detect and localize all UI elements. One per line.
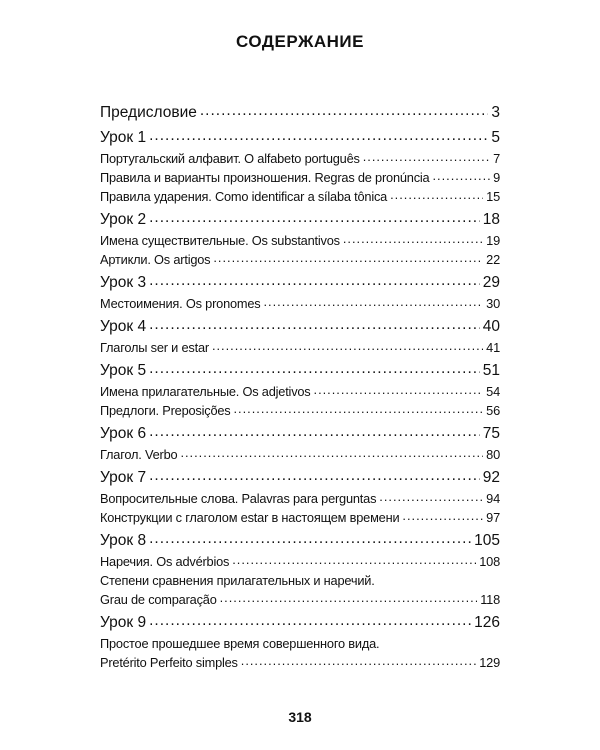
dot-leader (149, 211, 480, 227)
dot-leader (220, 592, 478, 605)
toc-entry-row[interactable] (100, 554, 500, 573)
dot-leader (390, 189, 483, 202)
toc-chapter-row[interactable] (100, 362, 500, 384)
dot-leader (264, 296, 484, 309)
toc-entry-title: Grau de comparação (100, 592, 217, 607)
toc-entry-title: Предисловие (100, 104, 197, 121)
toc-chapter-row[interactable] (100, 104, 500, 126)
dot-leader (232, 554, 476, 567)
dot-leader (241, 655, 476, 668)
dot-leader (149, 129, 488, 145)
dot-leader (213, 252, 483, 265)
toc-entry-row[interactable] (100, 170, 500, 189)
toc-entry-title: Урок 5 (100, 362, 147, 379)
toc-page-number: 75 (482, 425, 500, 442)
toc-page-number: 118 (480, 592, 500, 607)
toc-entry-title: Урок 7 (100, 469, 147, 486)
toc-entry-title: Местоимения. Os pronomes (100, 296, 261, 311)
toc-entry-row[interactable] (100, 573, 500, 592)
toc-page-number: 15 (486, 189, 500, 204)
toc-entry-title: Глагол. Verbo (100, 447, 178, 462)
toc-entry-title: Имена прилагательные. Os adjetivos (100, 384, 311, 399)
toc-page-number: 5 (491, 129, 500, 146)
page-number: 318 (288, 709, 312, 725)
toc-page-number: 54 (486, 384, 500, 399)
toc-chapter-row[interactable] (100, 469, 500, 491)
toc-entry-title: Правила ударения. Como identificar a sílaba tônica (100, 189, 388, 204)
page-title: СОДЕРЖАНИЕ (236, 32, 364, 51)
toc-entry-row[interactable] (100, 296, 500, 315)
toc-page-number: 3 (491, 104, 500, 121)
toc-entry-title: Глаголы ser и estar (100, 340, 209, 355)
toc-entry-row[interactable] (100, 151, 500, 170)
dot-leader (180, 447, 483, 460)
toc-page-number: 51 (482, 362, 500, 379)
dot-leader (212, 340, 483, 353)
toc-page-number: 94 (486, 491, 500, 506)
toc-entry-title: Правила и варианты произношения. Regras de pronúncia (100, 170, 430, 185)
dot-leader (402, 510, 483, 523)
toc-page-number: 29 (482, 274, 500, 291)
toc-entry-title: Урок 2 (100, 211, 147, 228)
toc-entry-title: Урок 1 (100, 129, 147, 146)
toc-chapter-row[interactable] (100, 318, 500, 340)
toc-page-number: 105 (474, 532, 500, 549)
toc-page-number: 129 (479, 655, 500, 670)
toc-entry-title: Вопросительные слова. Palavras para perguntas (100, 491, 377, 506)
toc-entry-title: Степени сравнения прилагательных и наречий. (100, 573, 375, 588)
dot-leader (363, 151, 490, 164)
toc-entry-title: Имена существительные. Os substantivos (100, 233, 340, 248)
dot-leader (149, 362, 480, 378)
dot-leader (149, 532, 471, 548)
toc-entry-row[interactable] (100, 491, 500, 510)
toc-page-number: 97 (486, 510, 500, 525)
toc-page-number: 80 (486, 447, 500, 462)
toc-entry-title: Урок 9 (100, 614, 147, 631)
toc-entry-row[interactable] (100, 655, 500, 674)
toc-entry-row[interactable] (100, 592, 500, 611)
toc-entry-row[interactable] (100, 447, 500, 466)
toc-entry-row[interactable] (100, 252, 500, 271)
toc-entry-title: Урок 8 (100, 532, 147, 549)
toc-page-number: 56 (486, 403, 500, 418)
toc-chapter-row[interactable] (100, 614, 500, 636)
toc-page-number: 108 (479, 554, 500, 569)
toc-entry-row[interactable] (100, 510, 500, 529)
toc-entry-row[interactable] (100, 384, 500, 403)
toc-page-number: 30 (486, 296, 500, 311)
dot-leader (234, 403, 484, 416)
toc-entry-title: Урок 6 (100, 425, 147, 442)
toc-page-number: 19 (486, 233, 500, 248)
toc-entry-title: Простое прошедшее время совершенного вида. (100, 636, 380, 651)
dot-leader (432, 170, 490, 183)
toc-page-number: 18 (482, 211, 500, 228)
dot-leader (200, 104, 489, 120)
toc-page-number: 22 (486, 252, 500, 267)
toc-page-number: 41 (486, 340, 500, 355)
toc-entry-title: Португальский алфавит. O alfabeto português (100, 151, 360, 166)
toc-page-number: 92 (482, 469, 500, 486)
toc-page-number: 7 (493, 151, 500, 166)
toc-entry-title: Конструкции с глаголом estar в настоящем времени (100, 510, 400, 525)
toc-entry-title: Предлоги. Preposições (100, 403, 231, 418)
toc-entry-row[interactable] (100, 403, 500, 422)
dot-leader (149, 614, 471, 630)
table-of-contents (100, 101, 500, 674)
toc-page-number: 126 (474, 614, 500, 631)
toc-entry-row[interactable] (100, 340, 500, 359)
dot-leader (149, 425, 480, 441)
toc-page-number: 9 (493, 170, 500, 185)
toc-entry-title: Наречия. Os advérbios (100, 554, 230, 569)
toc-entry-row[interactable] (100, 233, 500, 252)
toc-entry-title: Pretérito Perfeito simples (100, 655, 238, 670)
toc-chapter-row[interactable] (100, 532, 500, 554)
toc-chapter-row[interactable] (100, 425, 500, 447)
dot-leader (149, 469, 480, 485)
dot-leader (149, 274, 480, 290)
toc-entry-title: Артикли. Os artigos (100, 252, 211, 267)
toc-entry-title: Урок 4 (100, 318, 147, 335)
dot-leader (149, 318, 480, 334)
toc-entry-title: Урок 3 (100, 274, 147, 291)
dot-leader (314, 384, 484, 397)
toc-chapter-row[interactable] (100, 274, 500, 296)
toc-page-number: 40 (482, 318, 500, 335)
dot-leader (379, 491, 483, 504)
toc-entry-row[interactable] (100, 189, 500, 208)
toc-entry-row[interactable] (100, 636, 500, 655)
dot-leader (343, 233, 483, 246)
toc-chapter-row[interactable] (100, 129, 500, 151)
toc-chapter-row[interactable] (100, 211, 500, 233)
